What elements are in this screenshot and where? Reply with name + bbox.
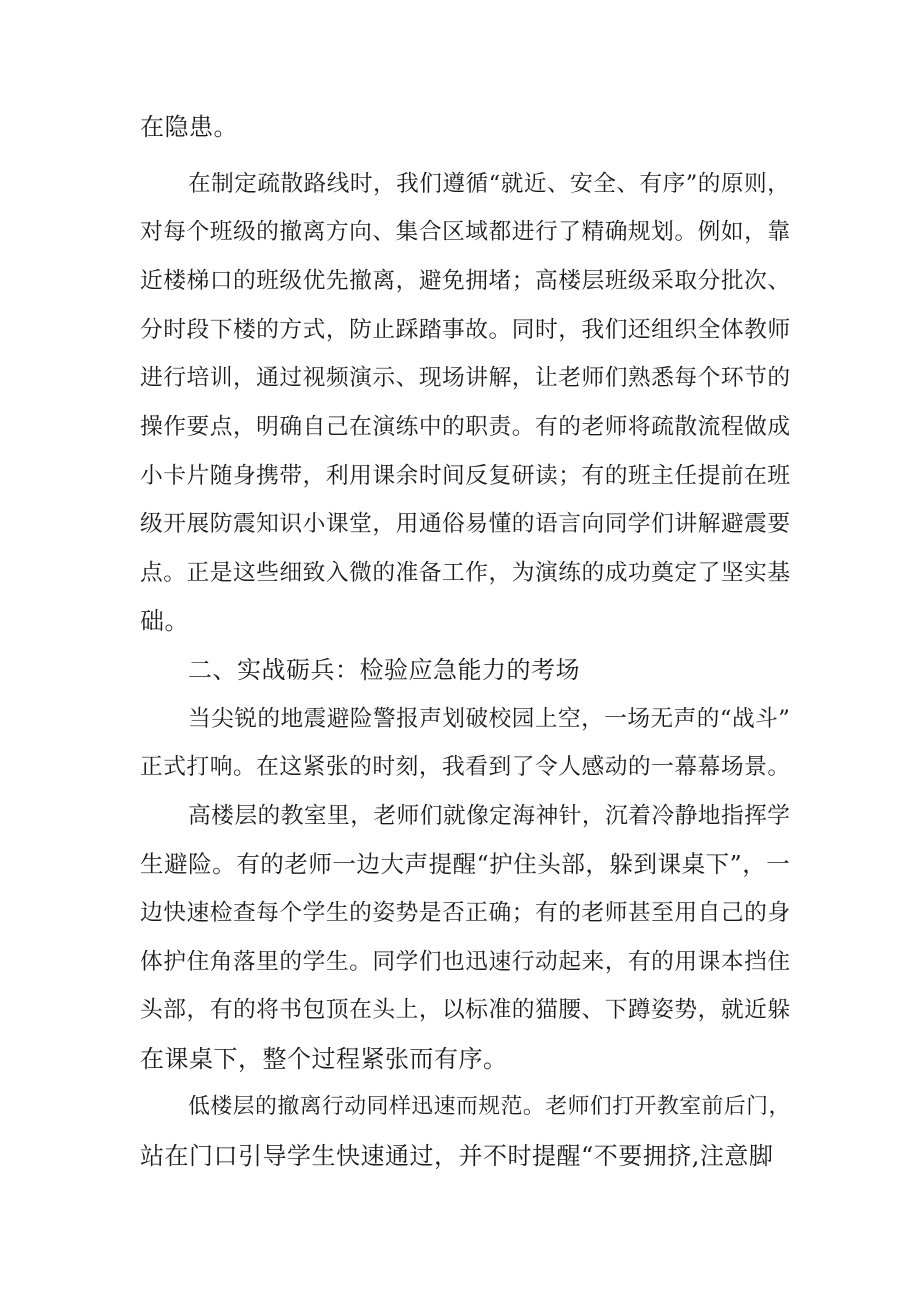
text-line: 正式打响。在这紧张的时刻，我看到了令人感动的一幕幕场景。 xyxy=(140,754,791,780)
text-line: 级开展防震知识小课堂，用通俗易懂的语言向同学们讲解避震要 xyxy=(140,511,791,537)
text-line: 对每个班级的撤离方向、集合区域都进行了精确规划。例如，靠 xyxy=(140,219,791,245)
section-heading: 二、实战砺兵：检验应急能力的考场 xyxy=(188,656,580,684)
text-line: 进行培训，通过视频演示、现场讲解，让老师们熟悉每个环节的 xyxy=(140,365,791,391)
text-line: 础。 xyxy=(140,607,189,635)
text-line: 站在门口引导学生快速通过，并不时提醒“不要拥挤,注意脚 xyxy=(140,1142,774,1170)
text-line: 在课桌下，整个过程紧张而有序。 xyxy=(140,1045,508,1073)
text-line: 点。正是这些细致入微的准备工作，为演练的成功奠定了坚实基 xyxy=(140,560,791,586)
text-line: 小卡片随身携带，利用课余时间反复研读；有的班主任提前在班 xyxy=(140,463,791,489)
text-line: 分时段下楼的方式，防止踩踏事故。同时，我们还组织全体教师 xyxy=(140,317,791,343)
paragraph-first-line: 当尖锐的地震避险警报声划破校园上空，一场无声的“战斗” xyxy=(188,706,791,732)
paragraph-first-line: 高楼层的教室里，老师们就像定海神针，沉着冷静地指挥学 xyxy=(188,803,791,829)
text-line: 边快速检查每个学生的姿势是否正确；有的老师甚至用自己的身 xyxy=(140,900,791,926)
text-line: 体护住角落里的学生。同学们也迅速行动起来，有的用课本挡住 xyxy=(140,949,791,975)
text-line: 操作要点，明确自己在演练中的职责。有的老师将疏散流程做成 xyxy=(140,414,791,440)
text-line: 近楼梯口的班级优先撤离，避免拥堵；高楼层班级采取分批次、 xyxy=(140,268,791,294)
paragraph-first-line: 低楼层的撤离行动同样迅速而规范。老师们打开教室前后门， xyxy=(188,1094,791,1119)
text-line: 在隐患。 xyxy=(140,113,238,141)
paragraph-first-line: 在制定疏散路线时，我们遵循“就近、安全、有序”的原则， xyxy=(188,171,791,197)
text-line: 生避险。有的老师一边大声提醒“护住头部，躲到课桌下”，一 xyxy=(140,850,791,878)
text-line: 头部，有的将书包顶在头上，以标准的猫腰、下蹲姿势，就近躲 xyxy=(140,997,791,1023)
